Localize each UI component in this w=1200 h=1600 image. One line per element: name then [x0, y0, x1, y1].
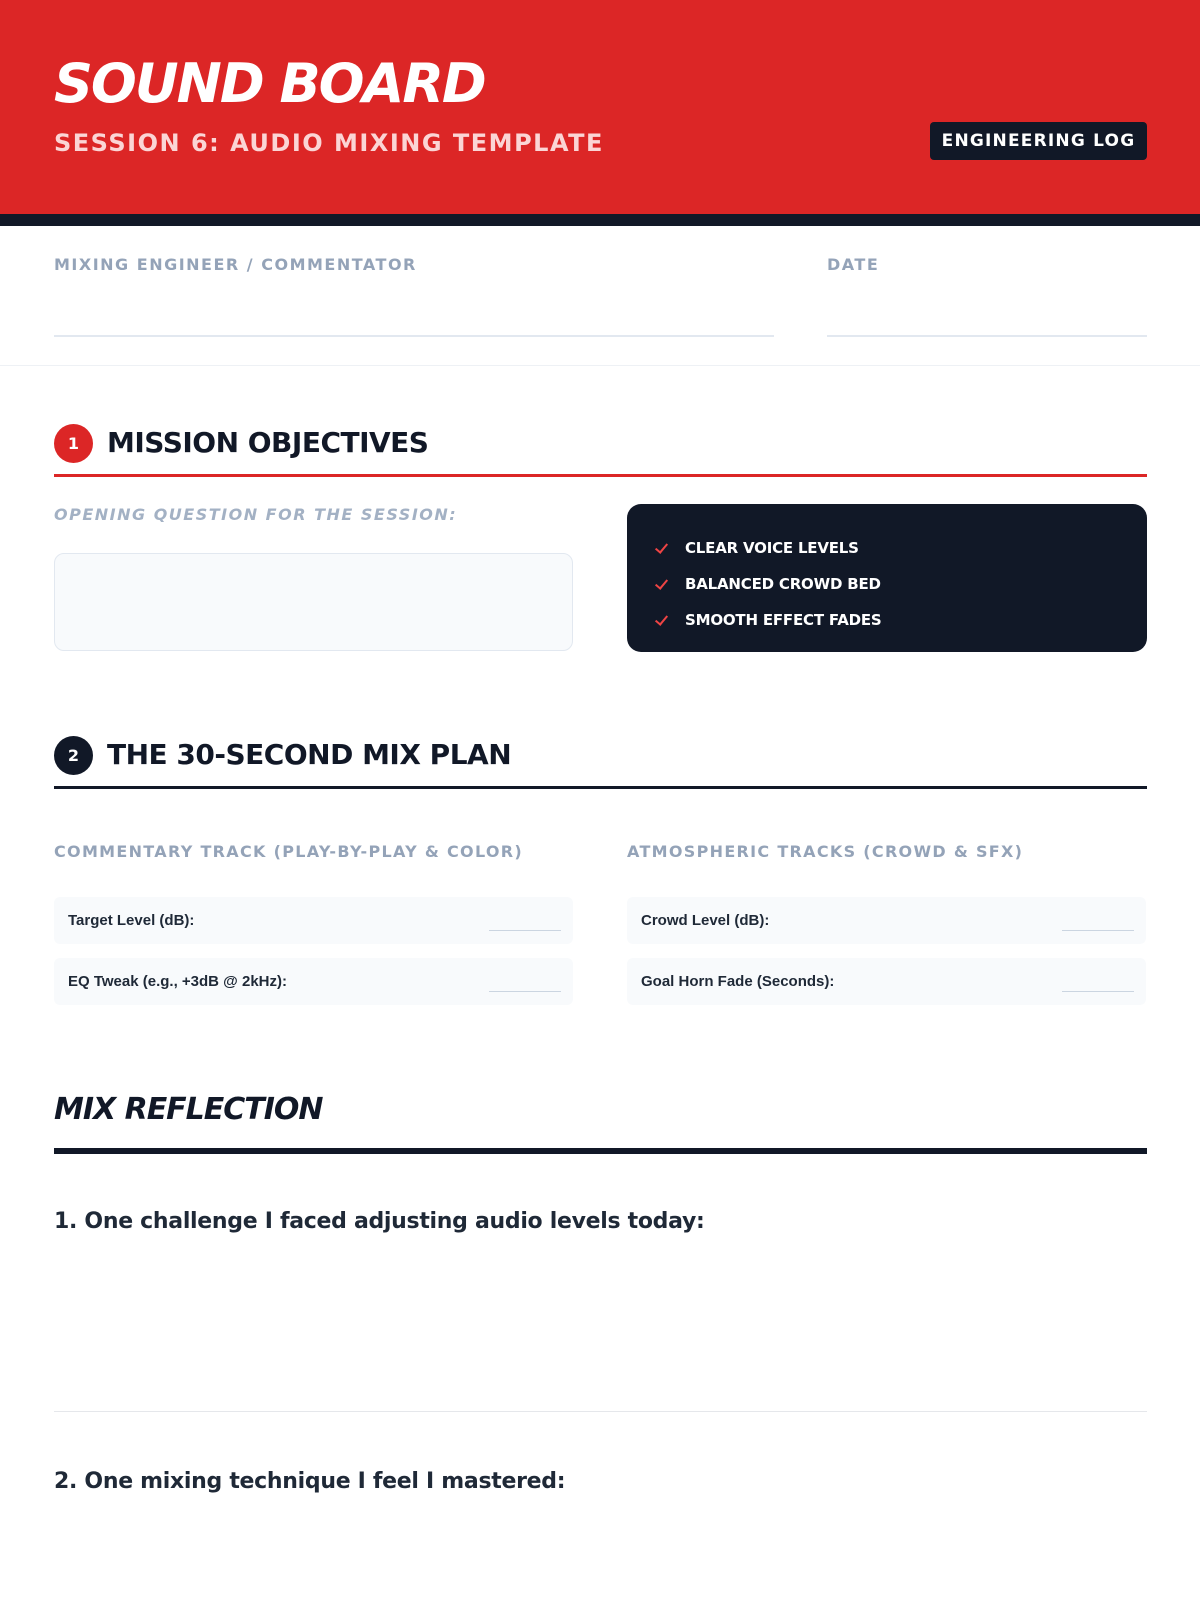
check-icon	[655, 576, 671, 592]
goal-horn-fade-input[interactable]	[1062, 991, 1134, 992]
section-2-title: THE 30-SECOND MIX PLAN	[107, 738, 512, 771]
goal-horn-fade-label: Goal Horn Fade (Seconds):	[641, 973, 835, 990]
reflection-title: MIX REFLECTION	[54, 1092, 323, 1127]
date-field[interactable]	[827, 335, 1147, 337]
objective-text: SMOOTH EFFECT FADES	[685, 611, 882, 629]
atmospheric-tracks-label: ATMOSPHERIC TRACKS (CROWD & SFX)	[627, 842, 1024, 861]
opening-question-label: OPENING QUESTION FOR THE SESSION:	[54, 505, 458, 524]
crowd-level-label: Crowd Level (dB):	[641, 912, 770, 929]
eq-tweak-label: EQ Tweak (e.g., +3dB @ 2kHz):	[68, 973, 287, 990]
objective-text: BALANCED CROWD BED	[685, 575, 881, 593]
objectives-card	[627, 504, 1147, 652]
engineer-field-label: MIXING ENGINEER / COMMENTATOR	[54, 255, 417, 274]
commentary-track-label: COMMENTARY TRACK (PLAY-BY-PLAY & COLOR)	[54, 842, 524, 861]
engineer-field[interactable]	[54, 335, 774, 337]
section-2-number: 2	[54, 736, 93, 775]
section-1-rule	[54, 474, 1147, 477]
section-1-title: MISSION OBJECTIVES	[107, 426, 429, 459]
opening-question-input[interactable]	[54, 553, 573, 651]
reflection-rule	[54, 1148, 1147, 1154]
crowd-level-input[interactable]	[1062, 930, 1134, 931]
header-divider	[0, 214, 1200, 226]
section-2-rule	[54, 786, 1147, 789]
objective-text: CLEAR VOICE LEVELS	[685, 539, 859, 557]
objective-item	[655, 602, 1147, 638]
eq-tweak-input[interactable]	[489, 991, 561, 992]
section-1-number: 1	[54, 424, 93, 463]
reflection-question-1: 1. One challenge I faced adjusting audio levels today:	[54, 1209, 705, 1234]
target-level-input[interactable]	[489, 930, 561, 931]
goal-horn-fade-row	[627, 958, 1146, 1005]
crowd-level-row	[627, 897, 1146, 944]
objective-item	[655, 530, 1147, 566]
date-field-label: DATE	[827, 255, 880, 274]
target-level-row	[54, 897, 573, 944]
check-icon	[655, 612, 671, 628]
objective-item	[655, 566, 1147, 602]
page-title: SOUND BOARD	[54, 52, 485, 115]
eq-tweak-row	[54, 958, 573, 1005]
reflection-answer-1[interactable]	[54, 1411, 1147, 1412]
fields-divider	[0, 365, 1200, 366]
check-icon	[655, 540, 671, 556]
reflection-question-2: 2. One mixing technique I feel I mastered:	[54, 1469, 566, 1494]
target-level-label: Target Level (dB):	[68, 912, 195, 929]
header-banner	[0, 0, 1200, 214]
engineering-log-badge: ENGINEERING LOG	[930, 122, 1147, 160]
page-subtitle: SESSION 6: AUDIO MIXING TEMPLATE	[54, 129, 604, 157]
